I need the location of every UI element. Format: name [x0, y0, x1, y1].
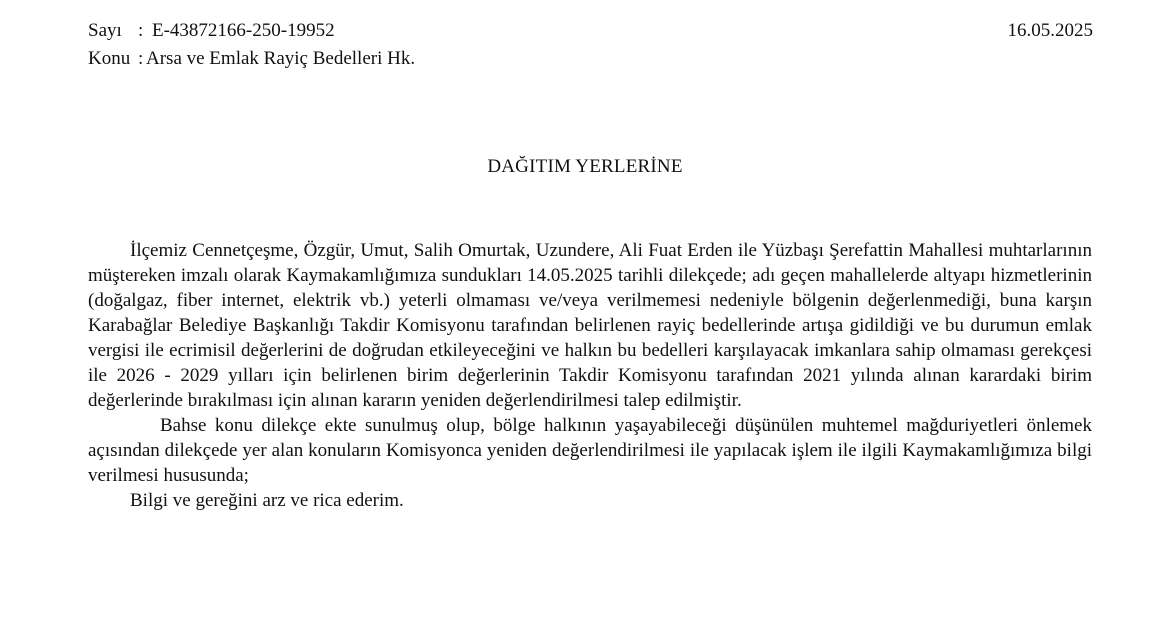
konu-label: Konu	[88, 48, 131, 69]
distribution-heading: DAĞITIM YERLERİNE	[487, 156, 683, 177]
document-body	[88, 238, 1092, 513]
body-paragraph-2: Bahse konu dilekçe ekte sunulmuş olup, bölge halkının yaşayabileceği düşünülen muhtemel mağduriyetleri önlemek açısından dilekçede yer alan konuların Komisyonca yeniden değerlendirilmesi ile yapılacak işlem ile ilgili Kaymakamlığımıza bilgi verilmesi hususunda;	[88, 415, 1092, 486]
konu-separator: :	[138, 48, 144, 69]
sayi-separator: :	[138, 20, 144, 41]
sayi-value: E-43872166-250-19952	[152, 20, 335, 41]
sayi-line	[88, 19, 335, 43]
document-date: 16.05.2025	[1007, 20, 1093, 41]
body-paragraph-1: İlçemiz Cennetçeşme, Özgür, Umut, Salih Omurtak, Uzundere, Ali Fuat Erden ile Yüzbaşı Şerefattin Mahallesi muhtarlarının müştereken imzalı olarak Kaymakamlığımıza sundukları 14.05.2025 tarihli dilekçede; adı geçen mahallelerde altyapı hizmetlerinin (doğalgaz, fiber internet, elektrik vb.) yeterli olmaması ve/veya verilmemesi nedeniyle bölgenin değerlenmediği, buna karşın Karabağlar Belediye Başkanlığı Takdir Komisyonu tarafından belirlenen rayiç bedellerinde artışa gidildiği ve bu durumun emlak vergisi ile ecrimisil değerlerini de doğrudan etkileyeceğini ve halkın bu bedelleri karşılayacak imkanlara sahip olmaması gerekçesi ile 2026 - 2029 yılları için belirlenen birim değerlerinin Takdir Komisyonu tarafından 2021 yılında alınan karardaki birim değerlerinde bırakılması için alınan kararın yeniden değerlendirilmesi talep edilmiştir.	[88, 240, 1092, 411]
konu-line	[88, 47, 415, 71]
sayi-label: Sayı	[88, 20, 122, 41]
konu-value: Arsa ve Emlak Rayiç Bedelleri Hk.	[146, 48, 416, 69]
closing-paragraph: Bilgi ve gereğini arz ve rica ederim.	[130, 490, 404, 511]
